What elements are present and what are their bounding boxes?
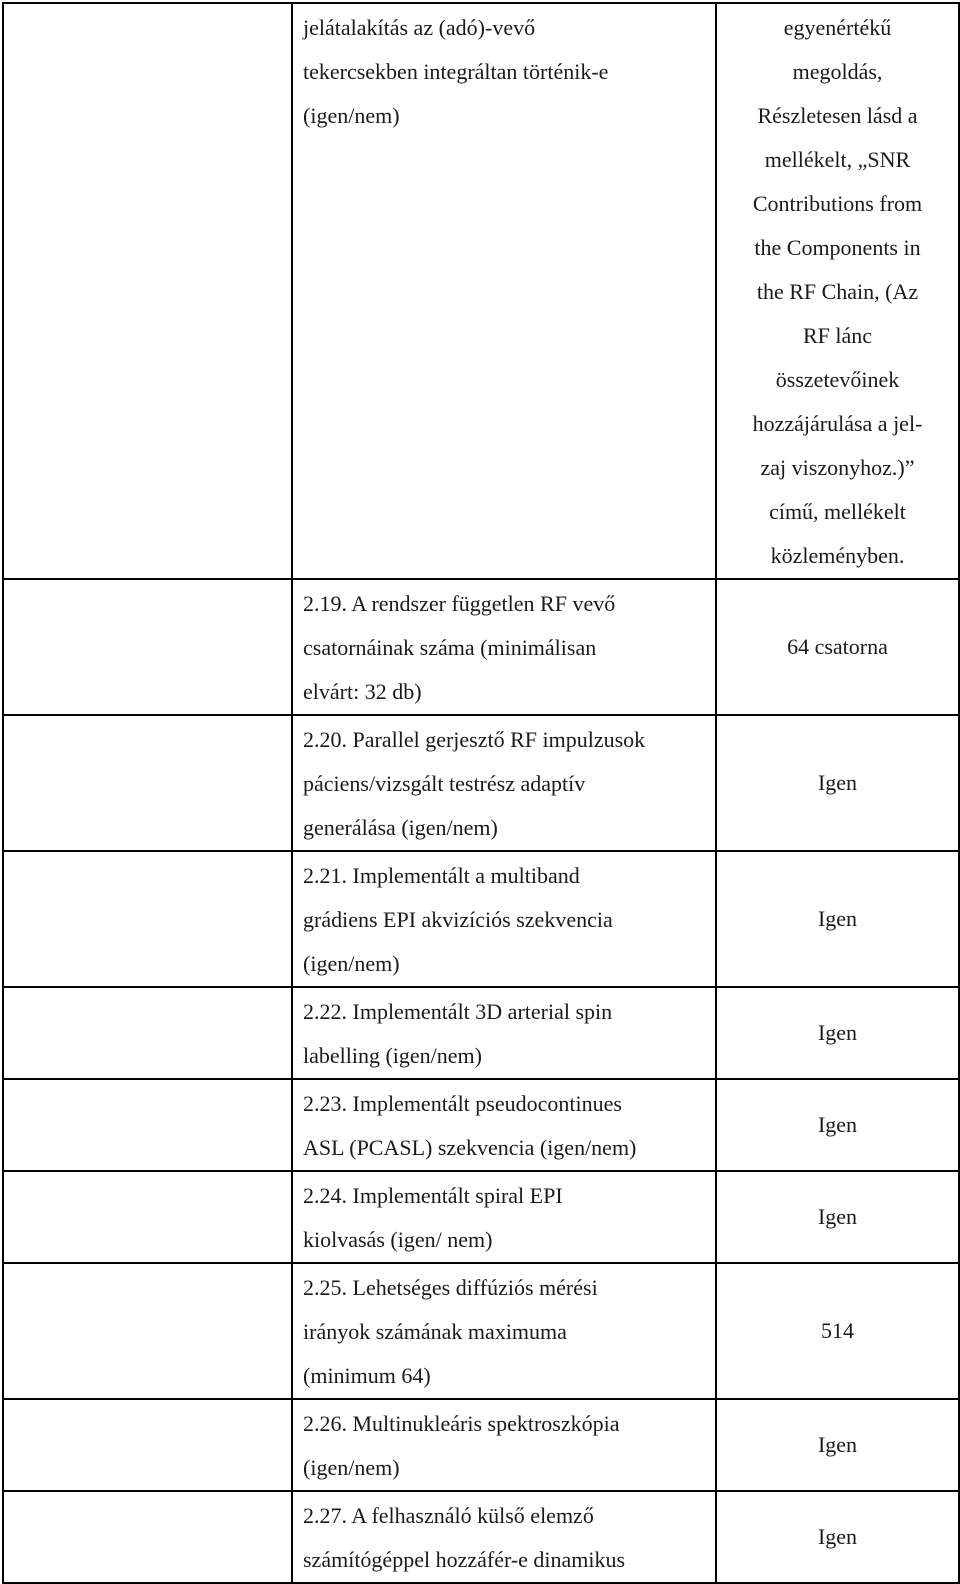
- offer-cell: [716, 851, 959, 987]
- spec-cell: [292, 851, 716, 987]
- table-row: [3, 3, 959, 579]
- spec-line: 2.25. Lehetséges diffúziós mérési: [303, 1275, 598, 1300]
- offer-line: megoldás,: [792, 59, 883, 84]
- spec-line: tekercsekben integráltan történik-e: [303, 59, 609, 84]
- offer-line: mellékelt, „SNR: [764, 147, 911, 172]
- offer-cell: [716, 1171, 959, 1263]
- empty-cell: [3, 987, 292, 1079]
- spec-line: 2.23. Implementált pseudocontinues: [303, 1091, 622, 1116]
- empty-cell: [3, 1491, 292, 1583]
- table-row: [3, 1263, 959, 1399]
- offer-cell: [716, 3, 959, 579]
- offer-value: Igen: [817, 1020, 858, 1045]
- offer-cell: [716, 987, 959, 1079]
- spec-line: 2.22. Implementált 3D arterial spin: [303, 999, 613, 1024]
- spec-line: 2.27. A felhasználó külső elemző: [303, 1503, 594, 1528]
- empty-cell: [3, 715, 292, 851]
- empty-cell: [3, 851, 292, 987]
- spec-line: jelátalakítás az (adó)-vevő: [303, 15, 536, 40]
- offer-cell: [716, 1491, 959, 1583]
- spec-line: (igen/nem): [303, 103, 400, 128]
- spec-line: generálása (igen/nem): [303, 815, 498, 840]
- offer-value: Igen: [817, 906, 858, 931]
- offer-value: Igen: [817, 1524, 858, 1549]
- spec-line: irányok számának maximuma: [303, 1319, 567, 1344]
- spec-line: grádiens EPI akvizíciós szekvencia: [303, 907, 613, 932]
- offer-cell: [716, 1079, 959, 1171]
- offer-value: Igen: [817, 1112, 858, 1137]
- spec-line: (minimum 64): [303, 1363, 431, 1388]
- offer-line: the Components in: [754, 235, 921, 260]
- spec-cell: [292, 715, 716, 851]
- table-row: [3, 1171, 959, 1263]
- spec-line: 2.19. A rendszer független RF vevő: [303, 591, 616, 616]
- spec-line: (igen/nem): [303, 951, 400, 976]
- table-row: [3, 987, 959, 1079]
- table-row: [3, 1399, 959, 1491]
- table-row: [3, 715, 959, 851]
- offer-line: hozzájárulása a jel-: [752, 411, 923, 436]
- spec-cell: [292, 987, 716, 1079]
- spec-cell: [292, 579, 716, 715]
- offer-cell: [716, 1263, 959, 1399]
- spec-line: 2.20. Parallel gerjesztő RF impulzusok: [303, 727, 646, 752]
- empty-cell: [3, 579, 292, 715]
- spec-cell: [292, 1079, 716, 1171]
- offer-cell: [716, 715, 959, 851]
- offer-line: Contributions from: [752, 191, 923, 216]
- empty-cell: [3, 1263, 292, 1399]
- table-row: [3, 579, 959, 715]
- spec-line: 2.24. Implementált spiral EPI: [303, 1183, 563, 1208]
- spec-line: csatornáinak száma (minimálisan: [303, 635, 597, 660]
- offer-value: Igen: [817, 770, 858, 795]
- offer-line: RF lánc: [802, 323, 873, 348]
- offer-value: 514: [821, 1318, 854, 1343]
- spec-line: 2.21. Implementált a multiband: [303, 863, 580, 888]
- table-row: [3, 851, 959, 987]
- spec-cell: [292, 1491, 716, 1583]
- spec-line: labelling (igen/nem): [303, 1043, 482, 1068]
- spec-line: számítógéppel hozzáfér-e dinamikus: [303, 1547, 626, 1572]
- offer-line: összetevőinek: [775, 367, 900, 392]
- spec-line: ASL (PCASL) szekvencia (igen/nem): [303, 1135, 637, 1160]
- offer-line: egyenértékű: [783, 15, 892, 40]
- spec-cell: [292, 1399, 716, 1491]
- spec-cell: [292, 3, 716, 579]
- table-row: [3, 1079, 959, 1171]
- empty-cell: [3, 3, 292, 579]
- spec-cell: [292, 1263, 716, 1399]
- offer-line: Részletesen lásd a: [757, 103, 918, 128]
- offer-line: című, mellékelt: [769, 499, 906, 524]
- spec-line: (igen/nem): [303, 1455, 400, 1480]
- empty-cell: [3, 1079, 292, 1171]
- offer-cell: [716, 1399, 959, 1491]
- spec-line: páciens/vizsgált testrész adaptív: [303, 771, 586, 796]
- empty-cell: [3, 1399, 292, 1491]
- empty-cell: [3, 1171, 292, 1263]
- offer-cell: [716, 579, 959, 715]
- offer-line: zaj viszonyhoz.)”: [760, 455, 915, 480]
- spec-line: kiolvasás (igen/ nem): [303, 1227, 493, 1252]
- offer-value: Igen: [817, 1204, 858, 1229]
- spec-cell: [292, 1171, 716, 1263]
- table-row: [3, 1491, 959, 1583]
- offer-line: közleményben.: [770, 543, 905, 568]
- spec-line: elvárt: 32 db): [303, 679, 422, 704]
- offer-line: the RF Chain, (Az: [756, 279, 919, 304]
- spec-line: 2.26. Multinukleáris spektroszkópia: [303, 1411, 620, 1436]
- offer-value: 64 csatorna: [787, 634, 888, 659]
- offer-value: Igen: [817, 1432, 858, 1457]
- specification-table: [2, 2, 960, 1584]
